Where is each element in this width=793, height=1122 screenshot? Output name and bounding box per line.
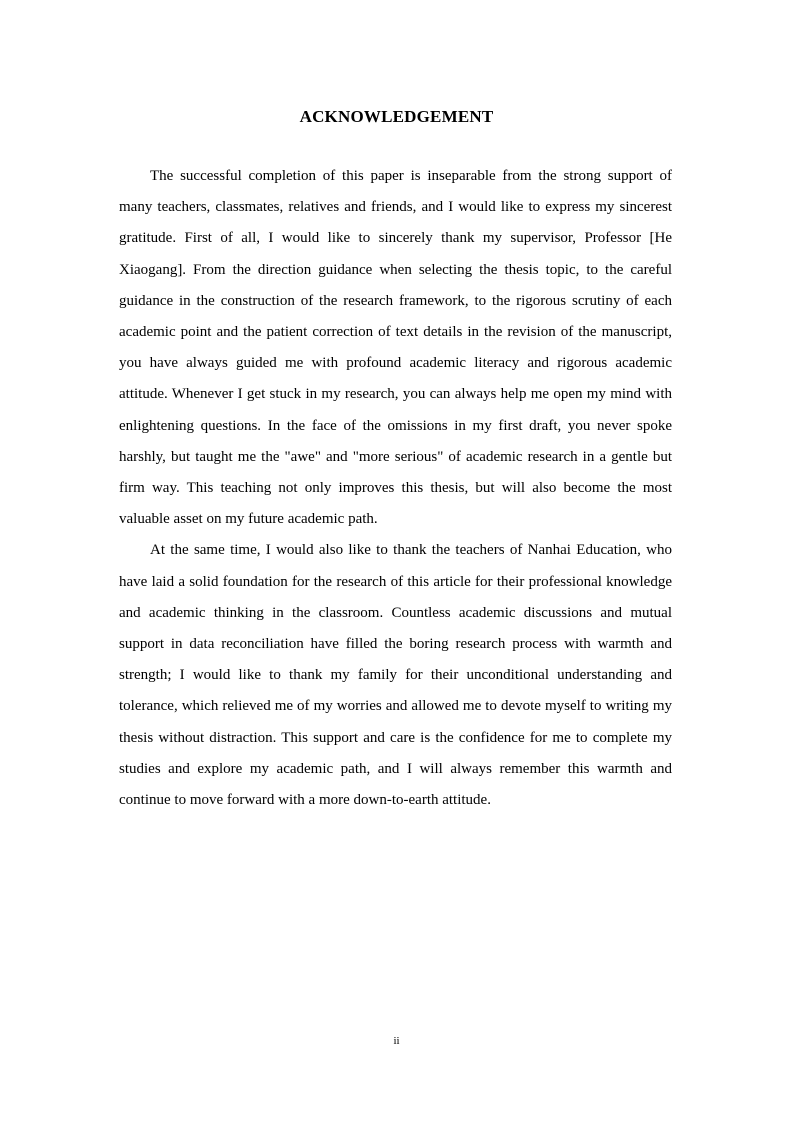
acknowledgement-body — [119, 161, 672, 816]
paragraph-2: At the same time, I would also like to thank the teachers of Nanhai Education, who have laid a solid foundation for the research of this article for their professional knowledge and academic thinking in the classroom. Countless academic discussions and mutual support in data reconciliation have filled the boring research process with warmth and strength; I would like to thank my family for their unconditional understanding and tolerance, which relieved me of my worries and allowed me to devote myself to writing my thesis without distraction. This support and care is the confidence for me to complete my studies and explore my academic path, and I will always remember this warmth and continue to move forward with a more down-to-earth attitude. — [119, 542, 672, 809]
page-title: ACKNOWLEDGEMENT — [299, 107, 494, 126]
page-number: ii — [393, 1035, 400, 1047]
paragraph-1: The successful completion of this paper is inseparable from the strong support of many teachers, classmates, relatives and friends, and I would like to express my sincerest gratitude. First of all, I would like to sincerely thank my supervisor, Professor [He Xiaogang]. From the direction guidance when selecting the thesis topic, to the careful guidance in the construction of the research framework, to the rigorous scrutiny of each academic point and the patient correction of text details in the revision of the manuscript, you have always guided me with profound academic literacy and rigorous academic attitude. Whenever I get stuck in my research, you can always help me open my mind with enlightening questions. In the face of the omissions in my first draft, you never spoke harshly, but taught me the "awe" and "more serious" of academic research in a gentle but firm way. This teaching not only improves this thesis, but will also become the most valuable asset on my future academic path. — [119, 168, 672, 528]
